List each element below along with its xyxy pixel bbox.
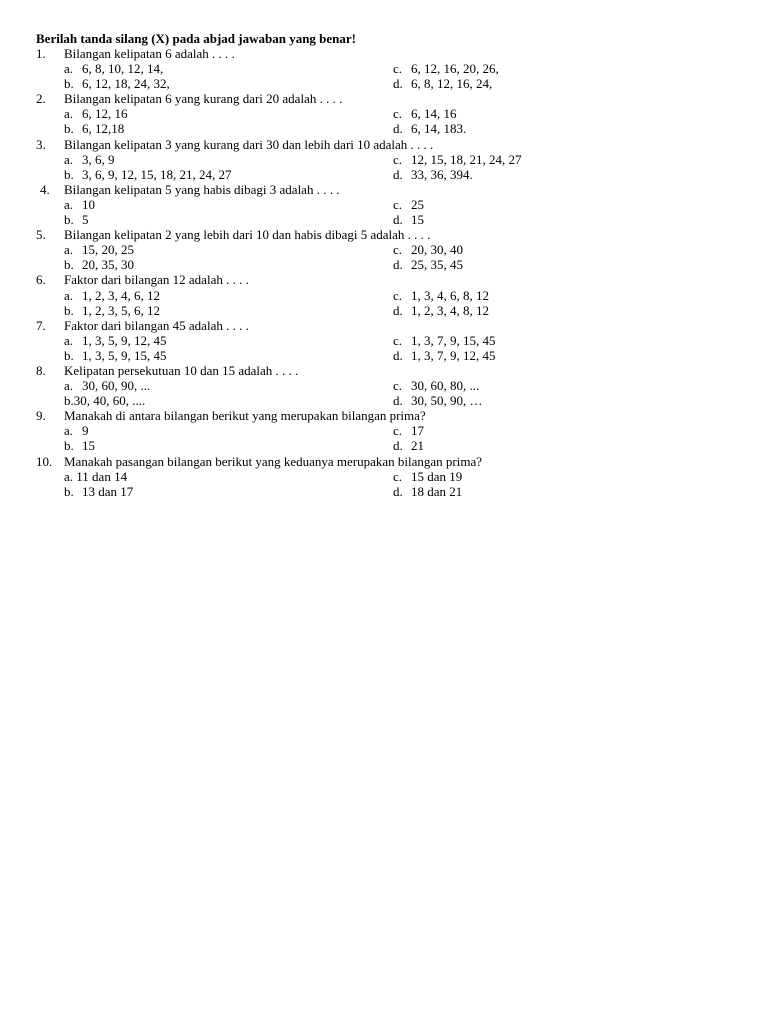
question-10 [36,454,736,469]
option-label: a. [64,332,74,348]
option-d[interactable] [393,438,424,453]
option-b[interactable] [64,303,160,318]
question-number: 7. [36,317,46,333]
options-row [36,61,736,76]
option-d[interactable] [393,167,473,182]
option-label: d. [393,166,403,182]
option-c[interactable] [393,423,424,438]
options-row [36,167,736,182]
question-number: 6. [36,272,46,288]
option-text: 17 [411,423,424,439]
option-text: 3, 6, 9, 12, 15, 18, 21, 24, 27 [82,166,232,182]
option-text: 30, 60, 80, ... [411,378,480,394]
option-d[interactable] [393,393,483,408]
question-text: Faktor dari bilangan 12 adalah . . . . [64,272,249,288]
question-number: 8. [36,362,46,378]
option-d[interactable] [393,257,463,272]
option-text: 12, 15, 18, 21, 24, 27 [411,151,522,167]
option-b[interactable] [64,212,89,227]
option-label: c. [393,61,403,77]
option-text: 25 [411,196,424,212]
option-label: b. [64,393,74,409]
option-label: d. [393,257,403,273]
question-number: 3. [36,136,46,152]
option-text: 21 [411,438,424,454]
option-text: 1, 3, 5, 9, 15, 45 [82,347,167,363]
question-6 [36,272,736,287]
option-text: 1, 2, 3, 5, 6, 12 [82,302,160,318]
option-label: b. [64,76,74,92]
option-label: a. [64,287,74,303]
option-text: 1, 3, 4, 6, 8, 12 [411,287,489,303]
option-d[interactable] [393,348,496,363]
question-7 [36,318,736,333]
option-text: 11 dan 14 [76,468,128,484]
question-number: 1. [36,46,46,61]
option-label: b. [64,212,74,228]
question-number: 4. [40,181,50,197]
options-row [36,212,736,227]
option-label: c. [393,106,403,122]
option-a[interactable] [64,333,167,348]
option-b[interactable] [64,121,124,136]
instruction-heading: Berilah tanda silang (X) pada abjad jawaban yang benar! [36,31,356,46]
option-a[interactable] [64,197,95,212]
option-c[interactable] [393,197,424,212]
option-label: a. [64,468,74,484]
option-a[interactable] [64,423,89,438]
option-c[interactable] [393,378,479,393]
option-label: d. [393,347,403,363]
option-label: a. [64,151,74,167]
option-text: 6, 12,18 [82,121,125,137]
options-row [36,197,736,212]
question-text: Kelipatan persekutuan 10 dan 15 adalah . . . . [64,362,299,378]
option-d[interactable] [393,76,492,91]
options-row [36,438,736,453]
options-row [36,121,736,136]
option-b[interactable] [64,76,170,91]
option-text: 20, 35, 30 [82,257,134,273]
option-text: 1, 3, 7, 9, 15, 45 [411,332,496,348]
option-b[interactable] [64,167,232,182]
option-text: 10 [82,196,95,212]
options-row [36,106,736,121]
options-row [36,348,736,363]
option-a[interactable] [64,152,115,167]
options-row [36,423,736,438]
option-d[interactable] [393,303,489,318]
question-text: Bilangan kelipatan 2 yang lebih dari 10 dan habis dibagi 5 adalah . . . . [64,227,431,243]
option-text: 6, 12, 18, 24, 32, [82,76,170,92]
option-c[interactable] [393,469,462,484]
option-label: c. [393,423,403,439]
option-text: 13 dan 17 [82,483,134,499]
option-c[interactable] [393,61,499,76]
option-label: d. [393,76,403,92]
question-text: Bilangan kelipatan 3 yang kurang dari 30 dan lebih dari 10 adalah . . . . [64,136,434,152]
option-text: 6, 8, 12, 16, 24, [411,76,493,92]
question-text: Manakah di antara bilangan berikut yang merupakan bilangan prima? [64,408,426,424]
option-text: 3, 6, 9 [82,151,115,167]
option-label: c. [393,468,403,484]
options-row [36,303,736,318]
option-a[interactable] [64,106,128,121]
question-text: Manakah pasangan bilangan berikut yang keduanya merupakan bilangan prima? [64,453,483,469]
option-text: 6, 12, 16, 20, 26, [411,61,499,77]
question-4 [36,182,736,197]
question-8 [36,363,736,378]
option-label: b. [64,302,74,318]
option-text: 1, 2, 3, 4, 6, 12 [82,287,160,303]
question-1 [36,46,736,61]
options-row [36,469,736,484]
option-text: 30, 40, 60, .... [73,393,146,409]
option-b[interactable] [64,348,167,363]
option-text: 6, 8, 10, 12, 14, [82,61,164,77]
option-label: c. [393,332,403,348]
option-label: a. [64,196,74,212]
option-label: d. [393,438,403,454]
option-b[interactable] [64,438,95,453]
option-label: a. [64,423,74,439]
option-a[interactable] [64,288,160,303]
question-number: 10. [36,453,53,469]
option-label: b. [64,121,74,137]
option-label: b. [64,257,74,273]
option-label: c. [393,287,403,303]
option-text: 6, 14, 16 [411,106,457,122]
option-text: 30, 60, 90, ... [82,378,151,394]
option-text: 15 dan 19 [411,468,463,484]
question-text: Bilangan kelipatan 5 yang habis dibagi 3 adalah . . . . [64,181,340,197]
option-a[interactable] [64,61,163,76]
option-label: d. [393,393,403,409]
option-label: d. [393,483,403,499]
options-row [36,257,736,272]
option-label: a. [64,61,74,77]
question-number: 5. [36,227,46,243]
option-text: 1, 3, 7, 9, 12, 45 [411,347,496,363]
option-text: 15, 20, 25 [82,242,134,258]
option-text: 1, 2, 3, 4, 8, 12 [411,302,489,318]
option-label: c. [393,196,403,212]
option-text: 18 dan 21 [411,483,463,499]
option-text: 5 [82,212,89,228]
option-text: 20, 30, 40 [411,242,463,258]
option-b[interactable] [64,393,145,408]
options-row [36,393,736,408]
question-text: Faktor dari bilangan 45 adalah . . . . [64,317,249,333]
question-3 [36,137,736,152]
question-text: Bilangan kelipatan 6 adalah . . . . [64,46,235,61]
option-text: 6, 14, 183. [411,121,467,137]
question-5 [36,227,736,242]
option-label: c. [393,151,403,167]
option-label: b. [64,347,74,363]
option-label: c. [393,242,403,258]
option-b[interactable] [64,484,133,499]
question-text: Bilangan kelipatan 6 yang kurang dari 20 adalah . . . . [64,91,343,107]
question-number: 2. [36,91,46,107]
worksheet [36,31,736,499]
options-row [36,288,736,303]
option-text: 6, 12, 16 [82,106,128,122]
option-text: 30, 50, 90, … [411,393,483,409]
option-label: d. [393,121,403,137]
option-label: b. [64,166,74,182]
option-c[interactable] [393,106,457,121]
option-label: d. [393,212,403,228]
option-text: 15 [411,212,424,228]
option-text: 1, 3, 5, 9, 12, 45 [82,332,167,348]
option-label: b. [64,438,74,454]
option-b[interactable] [64,257,134,272]
question-number: 9. [36,408,46,424]
question-2 [36,91,736,106]
option-c[interactable] [393,242,463,257]
option-label: a. [64,106,74,122]
option-label: a. [64,378,74,394]
option-text: 9 [82,423,89,439]
options-row [36,378,736,393]
option-d[interactable] [393,484,462,499]
option-label: a. [64,242,74,258]
options-row [36,484,736,499]
option-text: 15 [82,438,95,454]
option-text: 33, 36, 394. [411,166,473,182]
options-row [36,333,736,348]
question-9 [36,408,736,423]
option-a[interactable] [64,242,134,257]
options-row [36,76,736,91]
option-text: 25, 35, 45 [411,257,463,273]
option-label: d. [393,302,403,318]
option-d[interactable] [393,121,466,136]
option-c[interactable] [393,288,489,303]
option-c[interactable] [393,333,496,348]
option-d[interactable] [393,212,424,227]
option-a[interactable] [64,378,150,393]
option-a[interactable] [64,469,127,484]
option-c[interactable] [393,152,522,167]
options-row [36,152,736,167]
option-label: b. [64,483,74,499]
options-row [36,242,736,257]
option-label: c. [393,378,403,394]
